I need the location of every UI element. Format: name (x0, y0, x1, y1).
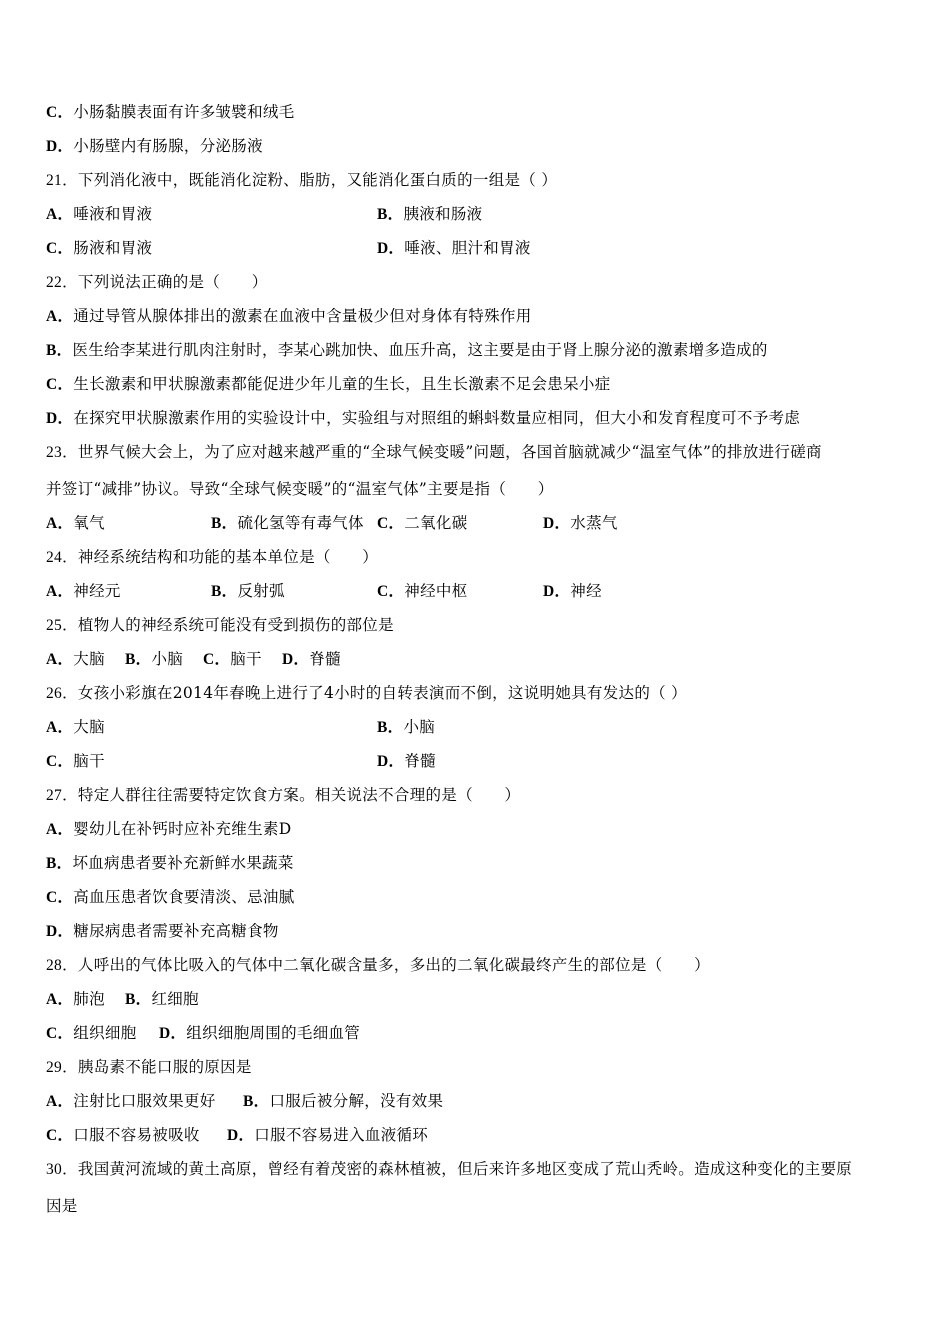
question-stem (46, 1159, 852, 1180)
item-label: C． (46, 889, 74, 906)
item-label: A． (46, 308, 74, 325)
item-text: 因是 (46, 1197, 78, 1215)
item-text: 脊髓 (309, 650, 341, 668)
item-label: 24． (46, 549, 78, 566)
answer-option (46, 717, 105, 738)
item-label: A． (46, 719, 74, 736)
item-label: C． (46, 104, 74, 121)
answer-option (46, 581, 121, 602)
item-label: A． (46, 821, 74, 838)
item-text: 唾液和胃液 (73, 205, 153, 223)
item-label: B． (377, 719, 404, 736)
answer-option (46, 649, 105, 670)
item-label: B． (125, 991, 152, 1008)
item-label: C． (46, 1025, 74, 1042)
item-text: 大脑 (73, 650, 105, 668)
item-text: 人呼出的气体比吸入的气体中二氧化碳含量多，多出的二氧化碳最终产生的部位是（ ） (77, 956, 710, 974)
answer-option (46, 238, 152, 259)
item-text: 硫化氢等有毒气体 (237, 514, 364, 532)
question-continuation (46, 479, 554, 500)
item-text: 小肠黏膜表面有许多皱襞和绒毛 (73, 103, 295, 121)
item-text: 小脑 (151, 650, 184, 668)
item-label: D． (377, 240, 405, 257)
answer-option (159, 1023, 360, 1044)
item-label: D． (159, 1025, 187, 1042)
item-label: D． (46, 410, 74, 427)
item-text: 神经中枢 (404, 582, 468, 600)
item-text: 组织细胞周围的毛细血管 (186, 1024, 361, 1042)
item-label: B． (211, 515, 238, 532)
item-label: C． (46, 240, 74, 257)
item-label: C． (46, 1127, 74, 1144)
question-stem (46, 170, 557, 191)
item-label: 27． (46, 787, 78, 804)
item-label: A． (46, 651, 74, 668)
item-text: 神经 (570, 582, 602, 600)
item-label: A． (46, 991, 74, 1008)
item-text: 神经元 (73, 582, 121, 600)
answer-option (46, 513, 105, 534)
item-label: A． (46, 206, 74, 223)
answer-option (46, 921, 279, 942)
item-text: 婴幼儿在补钙时应补充维生素D (73, 820, 292, 838)
answer-option (46, 1023, 137, 1044)
answer-option (377, 717, 435, 738)
question-stem (46, 785, 520, 806)
answer-option (46, 853, 294, 874)
item-label: C． (377, 515, 405, 532)
item-text: 大脑 (73, 718, 105, 736)
item-text: 水蒸气 (570, 514, 618, 532)
answer-option (543, 513, 618, 534)
item-label: 28． (46, 957, 78, 974)
item-text: 植物人的神经系统可能没有受到损伤的部位是 (77, 616, 394, 634)
answer-option (377, 581, 468, 602)
item-text: 胰岛素不能口服的原因是 (77, 1058, 252, 1076)
item-label: B． (46, 855, 73, 872)
item-text: 口服后被分解，没有效果 (269, 1092, 444, 1110)
item-text: 口服不容易进入血液循环 (254, 1126, 429, 1144)
item-text: 我国黄河流域的黄土高原，曾经有着茂密的森林植被，但后来许多地区变成了荒山秃岭。造成这种变化的主要原 (77, 1160, 853, 1178)
answer-option (46, 819, 291, 840)
item-text: 女孩小彩旗在2014年春晚上进行了4小时的自转表演而不倒，这说明她具有发达的（ ） (77, 684, 687, 702)
item-text: 下列消化液中，既能消化淀粉、脂肪，又能消化蛋白质的一组是（ ） (77, 171, 558, 189)
item-label: C． (46, 376, 74, 393)
item-text: 通过导管从腺体排出的激素在血液中含量极少但对身体有特殊作用 (73, 307, 532, 325)
item-text: 小肠壁内有肠腺，分泌肠液 (73, 137, 263, 155)
answer-option (46, 306, 532, 327)
answer-option (377, 751, 436, 772)
item-text: 在探究甲状腺激素作用的实验设计中，实验组与对照组的蝌蚪数量应相同，但大小和发育程度可不予考虑 (73, 409, 801, 427)
item-label: B． (211, 583, 238, 600)
item-text: 组织细胞 (73, 1024, 137, 1042)
item-label: 22． (46, 274, 78, 291)
item-text: 唾液、胆汁和胃液 (404, 239, 531, 257)
answer-option (46, 102, 295, 123)
item-label: A． (46, 583, 74, 600)
item-text: 肺泡 (73, 990, 105, 1008)
item-text: 二氧化碳 (404, 514, 468, 532)
answer-option (211, 581, 285, 602)
item-text: 下列说法正确的是（ ） (77, 273, 268, 291)
item-label: D． (543, 515, 571, 532)
answer-option (227, 1125, 428, 1146)
item-text: 糖尿病患者需要补充高糖食物 (73, 922, 279, 940)
answer-option (46, 204, 152, 225)
answer-option (125, 649, 183, 670)
question-continuation (46, 1196, 78, 1217)
answer-option (46, 136, 263, 157)
answer-option (543, 581, 602, 602)
item-text: 反射弧 (237, 582, 285, 600)
question-stem (46, 442, 822, 463)
item-label: C． (46, 753, 74, 770)
answer-option (211, 513, 364, 534)
item-label: A． (46, 1093, 74, 1110)
item-label: C． (203, 651, 231, 668)
question-stem (46, 683, 687, 704)
answer-option (46, 374, 611, 395)
question-stem (46, 615, 394, 636)
item-label: 25． (46, 617, 78, 634)
question-stem (46, 272, 268, 293)
item-text: 高血压患者饮食要清淡、忌油腻 (73, 888, 295, 906)
answer-option (46, 989, 105, 1010)
item-text: 生长激素和甲状腺激素都能促进少年儿童的生长，且生长激素不足会患呆小症 (73, 375, 611, 393)
item-text: 脊髓 (404, 752, 436, 770)
item-text: 氧气 (73, 514, 105, 532)
answer-option (203, 649, 262, 670)
answer-option (46, 1125, 200, 1146)
item-label: C． (377, 583, 405, 600)
answer-option (377, 513, 468, 534)
item-text: 世界气候大会上，为了应对越来越严重的“全球气候变暖”问题，各国首脑就减少“温室气体”的排放进行磋商 (77, 443, 822, 461)
answer-option (46, 340, 768, 361)
item-label: 23． (46, 444, 78, 461)
item-label: 29． (46, 1059, 78, 1076)
item-text: 注射比口服效果更好 (73, 1092, 216, 1110)
item-label: D． (46, 923, 74, 940)
answer-option (243, 1091, 443, 1112)
item-label: B． (243, 1093, 270, 1110)
item-label: D． (227, 1127, 255, 1144)
item-text: 脑干 (230, 650, 262, 668)
item-label: D． (282, 651, 310, 668)
item-label: D． (377, 753, 405, 770)
question-stem (46, 955, 710, 976)
item-text: 特定人群往往需要特定饮食方案。相关说法不合理的是（ ） (77, 786, 521, 804)
item-text: 神经系统结构和功能的基本单位是（ ） (77, 548, 379, 566)
item-label: B． (377, 206, 404, 223)
answer-option (46, 1091, 216, 1112)
answer-option (46, 887, 295, 908)
item-text: 红细胞 (151, 990, 199, 1008)
item-text: 口服不容易被吸收 (73, 1126, 200, 1144)
answer-option (282, 649, 341, 670)
item-text: 医生给李某进行肌肉注射时，李某心跳加快、血压升高，这主要是由于肾上腺分泌的激素增多造成的 (72, 341, 768, 359)
item-label: A． (46, 515, 74, 532)
question-stem (46, 1057, 252, 1078)
item-label: B． (46, 342, 73, 359)
item-label: B． (125, 651, 152, 668)
item-text: 肠液和胃液 (73, 239, 153, 257)
answer-option (377, 238, 531, 259)
answer-option (125, 989, 199, 1010)
item-text: 胰液和肠液 (403, 205, 483, 223)
question-stem (46, 547, 378, 568)
answer-option (377, 204, 482, 225)
item-text: 小脑 (403, 718, 436, 736)
item-text: 坏血病患者要补充新鲜水果蔬菜 (72, 854, 294, 872)
item-label: 30． (46, 1161, 78, 1178)
item-label: 21． (46, 172, 78, 189)
answer-option (46, 408, 800, 429)
item-label: D． (46, 138, 74, 155)
item-text: 并签订“减排”协议。导致“全球气候变暖”的“温室气体”主要是指（ ） (46, 480, 554, 498)
item-label: 26． (46, 685, 78, 702)
item-text: 脑干 (73, 752, 105, 770)
answer-option (46, 751, 105, 772)
item-label: D． (543, 583, 571, 600)
